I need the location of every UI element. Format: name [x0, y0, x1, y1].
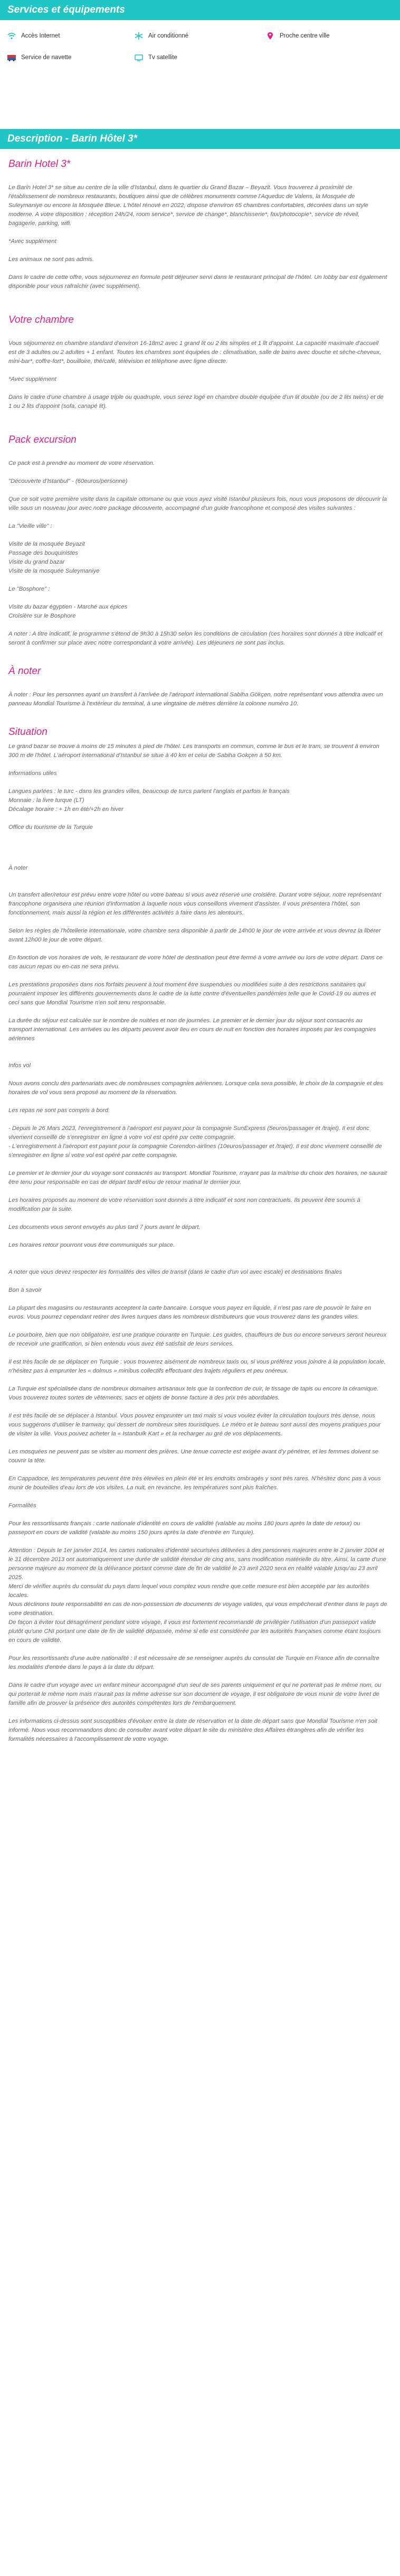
map-pin-icon [266, 32, 274, 40]
wifi-icon [7, 32, 16, 40]
anoter-paragraph: En Cappadoce, les températures peuvent être très élevées en plein été et les endroits ombragés y sont très rares. N'hésitez donc pas à vous munir de bouteilles d'eau lors de vos visites. La nuit, en revanche, les températures sont plus fraîches. [8, 1476, 381, 1491]
amenity-label: Service de navette [21, 54, 72, 61]
anoter-paragraph: Bon à savoir [8, 1287, 42, 1293]
anoter-paragraph: Les horaires retour pourront vous être communiqués sur place. [8, 1242, 175, 1248]
snowflake-icon [135, 32, 143, 40]
anoter-paragraph: La Turquie est spécialisée dans de nombreux domaines artisanaux tels que la confection de cuir, le tissage de tapis ou encore la céramique. Vous trouverez toutes sortes de vêtements, sacs et objets de bonne facture à des prix très abordables. [8, 1386, 379, 1401]
description-content [8, 158, 387, 1744]
anoter-paragraph: De façon à éviter tout désagrément pendant votre voyage, il vous est fortement recommandé de privilégier l'utilisation d'un passeport valide plutôt qu'une CNI portant une date de fin de validité dépassée, même si elle est considérée par les autorités françaises comme étant toujours en cours de validité. [8, 1619, 381, 1644]
anoter-paragraph: A noter que vous devez respecter les formalités des villes de transit (dans le cadre d'un vol avec escale) et destinations finales [8, 1269, 342, 1275]
pack-list-item: Croisière sur le Bosphore [8, 613, 76, 619]
pack-title: Pack excursion [8, 434, 77, 445]
location-paragraph: Office du tourisme de la Turquie [8, 824, 93, 830]
anoter-paragraph: Merci de vérifier auprès du consulat du pays dans lequel vous comptez vous rendre que cette mesure est bien acceptée par les autorités locales. [8, 1583, 369, 1599]
anoter-paragraph: - Depuis le 26 Mars 2023, l'enregistrement à l'aéroport est payant pour la compagnie SunExpress (5euros/passager et /trajet). Il est donc vivement conseillé de s'enregistrer en ligne à votre vol est opéré par cette compagnie. [8, 1125, 369, 1141]
anoter-paragraph: Les documents vous seront envoyés au plus tard 7 jours avant le départ. [8, 1224, 201, 1230]
anoter-paragraph: Les prestations proposées dans nos forfaits peuvent à tout moment être suspendues ou modifiées suite à des restrictions sanitaires qui pourraient imposer les différents gouvernements dans le cadre de la lutte contre d'éventuelles pandémies telle que le Covid-19 ou autres et ceci sans que Mondial Tourisme n'en soit tenu responsable. [8, 982, 376, 1006]
description-header [0, 129, 400, 149]
anoter-paragraph: Infos vol [8, 1062, 31, 1069]
hotel-paragraph: *Avec supplément [8, 238, 56, 245]
location-paragraph: Décalage horaire : + 1h en été/+2h en hiver [8, 806, 123, 813]
pack-paragraph: Le "Bosphore" : [8, 586, 50, 592]
amenity-label: Proche centre ville [280, 33, 330, 39]
anoter-paragraph: Il est très facile de se déplacer en Turquie : vous trouverez aisément de nombreux taxis ou, si vous préférez vous joindre à la population locale, n'hésitez pas à emprunter les « dolmus » minibus collectifs effectuant des trajets réguliers et peu onéreux. [8, 1359, 386, 1374]
anoter-paragraph: Pour les ressortissants d'une autre nationalité : Il est nécessaire de se renseigner auprès du consulat de Turquie en France afin de connaître les modalités d'entrée dans le pays à la date du départ. [8, 1655, 379, 1670]
anoter-title: À noter [8, 865, 28, 871]
anoter-paragraph: Le premier et le dernier jour du voyage sont consacrés au transport. Mondial Tourisme, n'ayant pas la maîtrise du choix des horaires, ne saurait être tenu pour responsable en cas de départ tardif et/ou de retour matinal le dernier jour. [8, 1170, 387, 1186]
location-title: Situation [8, 726, 47, 738]
pack-paragraph: "Découverte d'Istanbul" - (60euros/personne) [8, 478, 128, 484]
amenity-internet [7, 32, 60, 40]
pack-list-item: Visite du grand bazar [8, 559, 65, 565]
note-paragraph: À noter : Pour les personnes ayant un transfert à l'arrivée de l'aéroport international Sabiha Gökçen, notre représentant vous attendra avec un panneau Mondial Tourisme à l'extérieur du terminal, à une vingtaine de mètres derrière la colonne numéro 10. [8, 692, 383, 707]
pack-list-item: Passage des bouquinistes [8, 550, 78, 556]
pack-paragraph: Ce pack est à prendre au moment de votre réservation. [8, 460, 155, 466]
amenity-city-center [266, 32, 330, 40]
pack-list-item: Visite de la mosquée Beyazit [8, 541, 85, 547]
anoter-paragraph: Il est très facile de se déplacer à Istanbul. Vous pouvez emprunter un taxi mais si vous voulez éviter la circulation toujours très dense, nous vous suggérons d'utiliser le tramway, qui dessert de nombreux sites touristiques. Le métro et le bateau sont aussi des moyens pratiques pour de visiter la ville. Vous pouvez acheter la « Istanbulk Kart » et la recharger au gré de vos déplacements. [8, 1413, 381, 1437]
room-title: Votre chambre [8, 314, 74, 325]
location-paragraph: Informations utiles [8, 770, 57, 777]
location-paragraph: Langues parlées : le turc - dans les grandes villes, beaucoup de turcs parlent l'anglais et parfois le français [8, 788, 290, 795]
pack-paragraph: A noter : A titre indicatif, le programme s'étend de 9h30 à 15h30 selon les conditions de circulation (ces horaires sont donnés à titre indicatif et seront à confirmer sur place avec notre correspondant à votre arrivée). Les déjeuners ne sont pas inclus. [8, 631, 383, 646]
pack-list-item: Visite de la mosquée Suleymaniye [8, 568, 100, 574]
services-header [0, 0, 400, 20]
anoter-paragraph: - L'enregistrement à l'aéroport est payant pour la compagnie Corendon-airlines (10euros/passager et /trajet). Il est donc vivement conseillé de s'enregistrer en ligne si votre vol est opéré par cette compagnie. [8, 1143, 382, 1159]
room-paragraph: *Avec supplément [8, 376, 56, 382]
hotel-paragraph: Le Barin Hotel 3* se situe au centre de la ville d'Istanbul, dans le quartier du Grand Bazar – Beyazit. Vous trouverez à proximité de l'établissement de nombreux restaurants, boutiques ainsi que de célèbres monuments comme l'Aqueduc de Valens, la Mosquée de Suleymaniye ou encore la Mosquée Bleue. L'hôtel rénové en 2022, dispose d'environ 65 chambres confortables, décorées dans un style moderne. A votre disposition : réception 24h/24, room service*, service de change*, blanchisserie*, fax/photocopie*, service de réveil, bagagerie, parking, wifi. [8, 184, 368, 227]
anoter-paragraph: Selon les règles de l'hôtellerie internationale, votre chambre sera disponible à partir de 14h00 le jour de votre arrivée et vous devrez la libérer avant 12h00 le jour de votre départ. [8, 928, 381, 943]
anoter-paragraph: Les mosquées ne peuvent pas se visiter au moment des prières. Une tenue correcte est exigée avant d'y pénétrer, et les femmes doivent se couvrir la tête. [8, 1449, 379, 1464]
anoter-paragraph: La durée du séjour est calculée sur le nombre de nuitées et non de journées. Le premier et le dernier jour du séjour sont consacrés au transport international. Les arrivées ou les départs peuvent avoir lieu en cours de nuit en fonction des horaires imposés par les compagnies aériennes [8, 1018, 376, 1042]
hotel-title: Barin Hotel 3* [8, 158, 71, 170]
tv-icon [135, 54, 143, 61]
location-paragraph: Monnaie : la livre turque (LT) [8, 797, 84, 804]
amenity-tv [135, 54, 177, 61]
anoter-paragraph: Un transfert aller/retour est prévu entre votre hôtel ou votre bateau si vous avez réservé une croisière. Durant votre séjour, notre représentant francophone organisera une réunion d'information à laquelle nous vous conseillons vivement d'assister. Il vous présentera l'hôtel, son fonctionnement, mais aussi la région et les différentes activités à faire dans les alentours. [8, 892, 382, 916]
anoter-paragraph: Pour les ressortissants français : carte nationale d'identité en cours de validité (valable au moins 180 jours après la date de retour) ou passeport en cours de validité (valable au moins 150 jours après la date d'entrée en Turquie). [8, 1520, 360, 1536]
anoter-paragraph: Formalités [8, 1502, 36, 1509]
hotel-paragraph: Dans le cadre de cette offre, vous séjournerez en formule petit déjeuner servi dans le restaurant principal de l'hôtel. Un lobby bar est également disponible pour vous rafraîchir (avec supplément). [8, 274, 387, 290]
amenity-shuttle [7, 54, 71, 61]
anoter-paragraph: Nous avons conclu des partenariats avec de nombreuses compagnies aériennes. Lorsque cela sera possible, le choix de la compagnie et des horaires de vol vous sera proposé au moment de la réservation. [8, 1080, 383, 1096]
anoter-paragraph: Nous déclinons toute responsabilité en cas de non-possession de documents de voyage valides, qui vous empêcherait d'entrer dans le pays de votre destination. [8, 1601, 387, 1617]
anoter-paragraph: Les informations ci-dessus sont susceptibles d'évoluer entre la date de réservation et la date de départ sans que Mondial Tourisme n'en soit informé. Nous vous recommandons donc de consulter avant votre départ le site du ministère des Affaires étrangères afin de vérifier les formalités nécessaires à l'accomplissement de votre voyage. [8, 1718, 378, 1742]
anoter-paragraph: Attention : Depuis le 1er janvier 2014, les cartes nationales d'identité sécurisées délivrées à des personnes majeures entre le 2 janvier 2004 et le 31 décembre 2013 ont automatiquement une durée de validité étendue de cinq ans, sans modification matérielle du titre. Ainsi, la carte d'une personne majeure au moment de la délivrance portant comme date de fin de validité le 23 avril 2020 sera en réalité valable jusqu'au 23 avril 2025. [8, 1547, 386, 1581]
anoter-paragraph: Les repas ne sont pas compris à bord. [8, 1107, 110, 1114]
anoter-paragraph: Les horaires proposés au moment de votre réservation sont donnés à titre indicatif et sont non contractuels. Ils peuvent être soumis à modification par la suite. [8, 1197, 360, 1212]
amenity-label: Accès Internet [21, 33, 60, 39]
hotel-paragraph: Les animaux ne sont pas admis. [8, 256, 94, 263]
amenity-ac [135, 32, 188, 40]
services-title: Services et équipements [7, 4, 125, 15]
shuttle-icon [7, 54, 16, 61]
pack-list-item: Visite du bazar égyptien - Marché aux épices [8, 604, 128, 610]
pack-paragraph: La "Vieille ville" : [8, 523, 52, 529]
location-paragraph: Le grand bazar se trouve à moins de 15 minutes à pied de l'hôtel. Les transports en commun, comme le bus et le tram, se trouvent à environ 300 m de l'hôtel. L'aéroport international d'Istanbul se situe à 40 km et celui de Sabiha Gokçen à 50 km. [8, 743, 379, 759]
anoter-paragraph: La plupart des magasins ou restaurants acceptent la carte bancaire. Lorsque vous payez en liquide, il n'est pas rare de pouvoir le faire en euros. Vous pourrez cependant retirer des livres turques dans les nombreux distributeurs que vous trouverez dans les grandes villes. [8, 1305, 372, 1320]
room-paragraph: Vous séjournerez en chambre standard d'environ 16-18m2 avec 1 grand lit ou 2 lits simples et 1 lit d'appoint. La capacité maximale d'accueil est de 3 adultes ou 2 adultes + 1 enfant. Toutes les chambres sont équipées de : climatisation, salle de bains avec douche et sèche-cheveux, mini-bar*, coffre-fort*, bouilloire, thé/café, télévision et téléphone avec ligne directe. [8, 340, 382, 365]
room-paragraph: Dans le cadre d'une chambre à usage triple ou quadruple, vous serez logé en chambre double équipée d'un lit double (ou de 2 lits twins) et de 1 ou 2 lits d'appoint (sofa, canapé lit). [8, 394, 384, 409]
amenity-label: Tv satellite [148, 54, 177, 61]
amenity-label: Air conditionné [148, 33, 189, 39]
anoter-paragraph: Le pourboire, bien que non obligatoire, est une pratique courante en Turquie. Les guides, chauffeurs de bus ou encore serveurs seront heureux de recevoir une gratification, si bien entendu vous avez été satisfait de leurs services. [8, 1332, 387, 1347]
description-title: Description - Barin Hôtel 3* [7, 133, 137, 144]
note-title: À noter [8, 666, 41, 677]
pack-paragraph: Que ce soit votre première visite dans la capitale ottomane ou que vous ayez visité Istanbul plusieurs fois, nous vous proposons de découvrir la ville sous un nouveau jour avec notre package découverte, accompagné d'un guide francophone et composé des visites suivantes : [8, 496, 387, 511]
anoter-paragraph: Dans le cadre d'un voyage avec un enfant mineur accompagné d'un seul de ses parents uniquement et qui ne porterait pas le même nom, ou qui porterait le même nom mais n'aurait pas la même adresse sur son document de voyage, il est obligatoire de vous munir de votre livret de famille afin de prouver la présence des autorités compétentes lors de l'embarquement. [8, 1682, 382, 1706]
anoter-paragraph: En fonction de vos horaires de vols, le restaurant de votre hôtel de destination peut être fermé à votre arrivée ou lors de votre départ. Dans ce cas aucun repas ou en-cas ne sera prévu. [8, 955, 383, 970]
